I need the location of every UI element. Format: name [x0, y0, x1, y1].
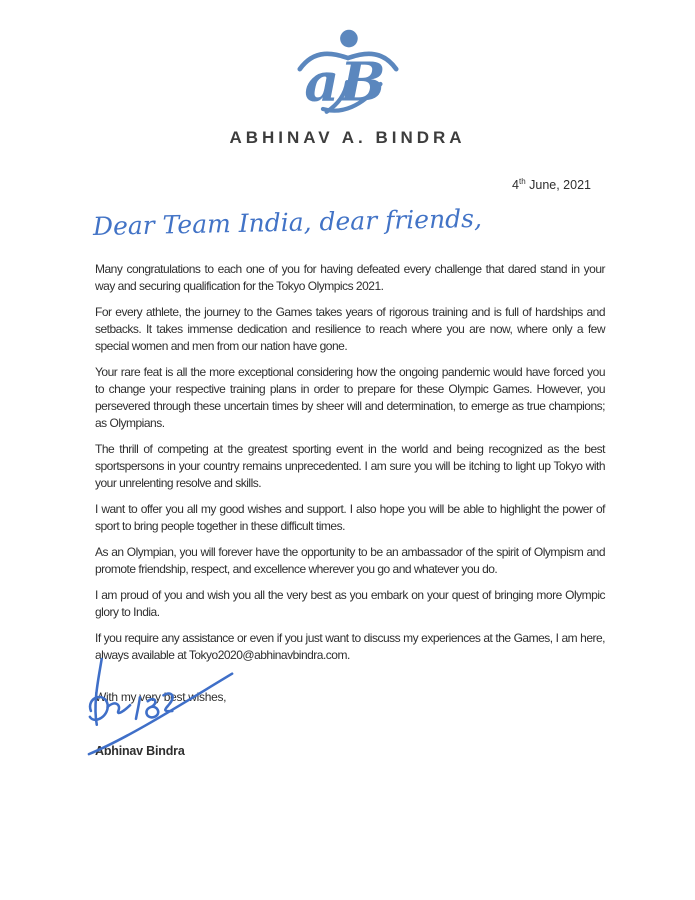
signatory-name: Abhinav Bindra — [95, 744, 185, 758]
letter-paragraph: I want to offer you all my good wishes and support. I also hope you will be able to highlight the power of sport to bring people together in these difficult times. — [95, 502, 605, 533]
letter-paragraph: Many congratulations to each one of you for having defeated every challenge that dared stand in your way and securing qualification for the Tokyo Olympics 2021. — [95, 262, 605, 293]
letter-paragraph: As an Olympian, you will forever have the opportunity to be an ambassador of the spirit of Olympism and promote friendship, respect, and excellence wherever you go and whatever you do. — [95, 545, 605, 576]
ab-monogram-logo-icon — [297, 28, 399, 114]
closing-salutation: With my very best wishes, — [95, 690, 227, 704]
letterhead — [0, 0, 695, 148]
handwritten-greeting: Dear Team India, dear friends, — [92, 203, 483, 241]
letterhead-name: ABHINAV A. BINDRA — [229, 128, 466, 147]
letter-body — [95, 261, 605, 664]
letter-paragraph: Your rare feat is all the more exceptional considering how the ongoing pandemic would have forced you to change your respective training plans in order to prepare for these Olympic Games. However, you persevered through these uncertain times by sheer will and determination, to emerge as true champions; as Olympians. — [95, 365, 605, 430]
date-ordinal: th — [518, 176, 526, 186]
date-day: 4 — [512, 178, 519, 192]
letter-paragraph: I am proud of you and wish you all the very best as you embark on your quest of bringing more Olympic glory to India. — [95, 588, 605, 619]
letter-paragraph: The thrill of competing at the greatest sporting event in the world and being recognized as the best sportspersons in your country remains unprecedented. I am sure you will be itching to light up Tokyo with your unrelenting resolve and skills. — [95, 442, 605, 490]
letter-date — [0, 178, 695, 192]
date-remainder: June, 2021 — [525, 178, 591, 192]
closing-block — [95, 690, 495, 758]
letter-paragraph: For every athlete, the journey to the Games takes years of rigorous training and is full of hardships and setbacks. It takes immense dedication and resilience to reach where you are now, where only a few special women and men from our nation have gone. — [95, 305, 605, 353]
svg-text:aB: aB — [303, 50, 387, 114]
letter-paragraph: If you require any assistance or even if you just want to discuss my experiences at the Games, I am here, always available at Tokyo2020@abhinavbindra.com. — [95, 631, 605, 662]
